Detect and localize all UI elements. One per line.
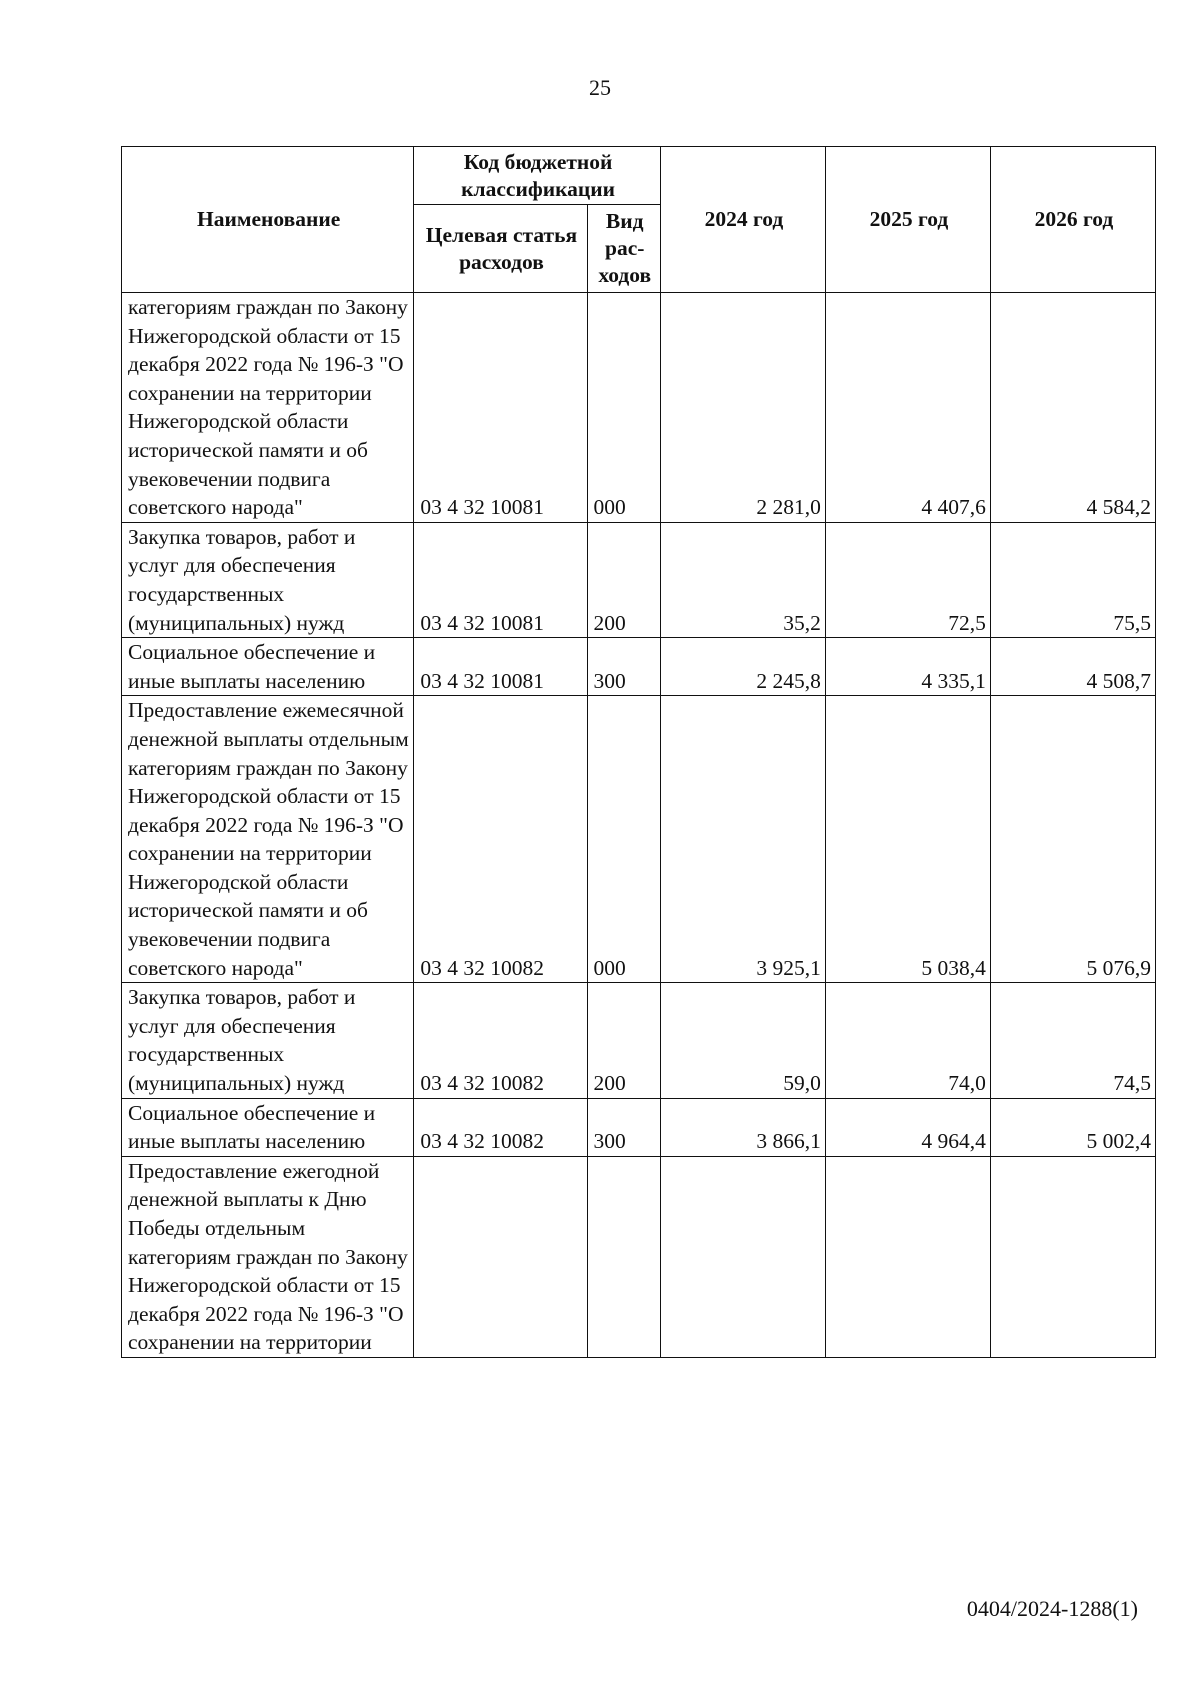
header-year-2025: 2025 год <box>825 147 990 293</box>
row-value-2026: 4 584,2 <box>990 293 1155 523</box>
row-expense-type: 200 <box>587 522 660 637</box>
header-row-top <box>122 147 1156 205</box>
row-value-2024: 3 925,1 <box>660 696 825 983</box>
row-value-2025: 72,5 <box>825 522 990 637</box>
row-name: Предоставление ежегодной денежной выплаты к Дню Победы отдельным категориям граждан по Закону Нижегородской области от 15 декабря 2022 года № 196-З "О сохранении на территории <box>122 1156 414 1357</box>
row-value-2025: 4 335,1 <box>825 638 990 696</box>
header-name: Наименование <box>122 147 414 293</box>
row-value-2024: 3 866,1 <box>660 1098 825 1156</box>
row-target-code: 03 4 32 10082 <box>414 983 587 1098</box>
header-year-2026: 2026 год <box>990 147 1155 293</box>
row-value-2024: 59,0 <box>660 983 825 1098</box>
row-expense-type <box>587 1156 660 1357</box>
table-row <box>122 696 1156 983</box>
row-name: Закупка товаров, работ и услуг для обеспечения государственных (муниципальных) нужд <box>122 983 414 1098</box>
row-value-2024: 35,2 <box>660 522 825 637</box>
row-name: Социальное обеспечение и иные выплаты населению <box>122 1098 414 1156</box>
page-number: 25 <box>589 75 611 100</box>
row-expense-type: 000 <box>587 696 660 983</box>
row-value-2026 <box>990 1156 1155 1357</box>
row-value-2024 <box>660 1156 825 1357</box>
header-expense-type: Вид рас-ходов <box>587 205 660 293</box>
row-value-2026: 74,5 <box>990 983 1155 1098</box>
row-value-2025: 4 964,4 <box>825 1098 990 1156</box>
header-year-2024: 2024 год <box>660 147 825 293</box>
row-value-2024: 2 245,8 <box>660 638 825 696</box>
document-id: 0404/2024-1288(1) <box>966 1596 1138 1621</box>
row-name: категориям граждан по Закону Нижегородской области от 15 декабря 2022 года № 196-З "О сохранении на территории Нижегородской области исторической памяти и об увековечении подвига советского народа" <box>122 293 414 523</box>
header-budget-code: Код бюджетной классификации <box>414 147 661 205</box>
table-row <box>122 1098 1156 1156</box>
table-row <box>122 983 1156 1098</box>
row-name: Социальное обеспечение и иные выплаты населению <box>122 638 414 696</box>
row-value-2024: 2 281,0 <box>660 293 825 523</box>
row-target-code: 03 4 32 10081 <box>414 638 587 696</box>
row-target-code: 03 4 32 10081 <box>414 293 587 523</box>
row-value-2026: 5 076,9 <box>990 696 1155 983</box>
row-expense-type: 300 <box>587 638 660 696</box>
row-value-2025: 5 038,4 <box>825 696 990 983</box>
table-row <box>122 522 1156 637</box>
row-value-2026: 75,5 <box>990 522 1155 637</box>
row-value-2025: 74,0 <box>825 983 990 1098</box>
row-target-code <box>414 1156 587 1357</box>
row-value-2025: 4 407,6 <box>825 293 990 523</box>
row-expense-type: 000 <box>587 293 660 523</box>
budget-table <box>121 146 1156 1358</box>
header-target-item: Целевая статья расходов <box>414 205 587 293</box>
row-name: Закупка товаров, работ и услуг для обеспечения государственных (муниципальных) нужд <box>122 522 414 637</box>
row-expense-type: 300 <box>587 1098 660 1156</box>
table-row <box>122 638 1156 696</box>
row-value-2026: 5 002,4 <box>990 1098 1155 1156</box>
row-target-code: 03 4 32 10082 <box>414 696 587 983</box>
row-expense-type: 200 <box>587 983 660 1098</box>
table-row <box>122 293 1156 523</box>
row-value-2025 <box>825 1156 990 1357</box>
row-value-2026: 4 508,7 <box>990 638 1155 696</box>
table-row <box>122 1156 1156 1357</box>
row-target-code: 03 4 32 10081 <box>414 522 587 637</box>
row-name: Предоставление ежемесячной денежной выплаты отдельным категориям граждан по Закону Нижегородской области от 15 декабря 2022 года № 196-З "О сохранении на территории Нижегородской области исторической памяти и об увековечении подвига советского народа" <box>122 696 414 983</box>
row-target-code: 03 4 32 10082 <box>414 1098 587 1156</box>
